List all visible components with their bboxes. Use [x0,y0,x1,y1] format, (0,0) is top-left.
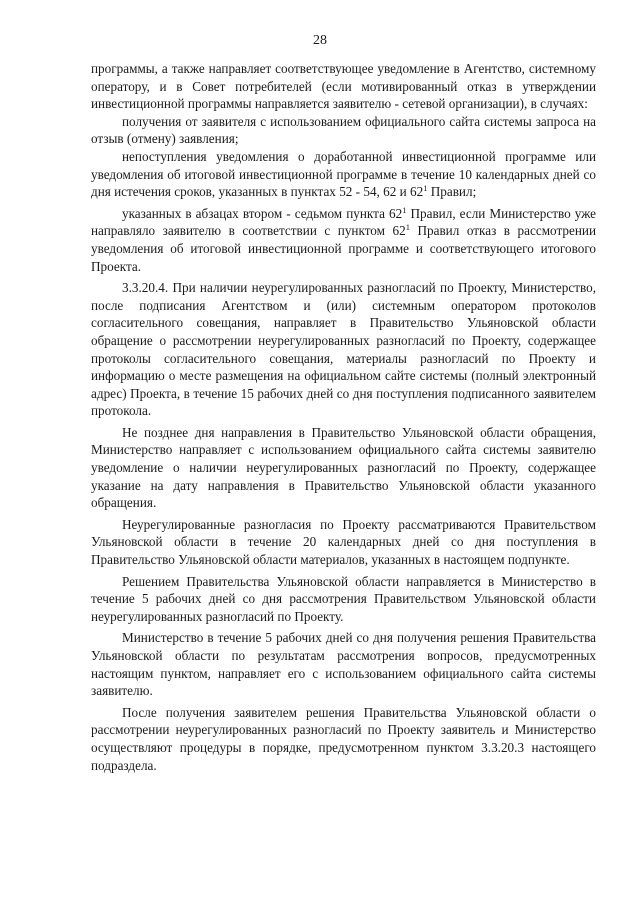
page-number: 28 [313,33,327,48]
paragraph-text: Правил отказ в рассмотрении уведомления об итоговой инвестиционной программе и соответствующего итогового Проекта. [91,223,597,274]
paragraph-case-no-notice [91,148,596,201]
paragraph-decision: Решением Правительства Ульяновской области направляется в Министерство в течение 5 рабочих дней со дня рассмотрения Правительством Ульяновской области неурегулированных разногласий по Проекту. [91,573,596,624]
paragraph-text: Правил, если Министерство уже направляло заявителю в соответствии с пунктом 62 [91,205,596,239]
paragraph-procedures: После получения заявителем решения Правительства Ульяновской области о рассмотрении неурегулированных разногласий по Проекту заявитель и Министерство осуществляют процедуры в порядке, предусмотренном пунктом 3.3.20.3 настоящего подраздела. [91,704,596,773]
paragraph-notification: Не позднее дня направления в Правительство Ульяновской области обращения, Министерство направляет с использованием официального сайта системы заявителю уведомление о наличии неурегулированных разногласий по Проекту, содержащее указание на дату направления в Правительство Ульяновской области указанного обращения. [91,424,596,511]
superscript: 1 [402,204,407,215]
paragraph-text: непоступления уведомления о доработанной инвестиционной программе или уведомления об итоговой инвестиционной программе в течение 10 календарных дней со дня истечения сроков, указанных в пунктах 52 - 54, 62 и 62 [91,148,596,200]
paragraph-text: указанных в абзацах втором - седьмом пункта 62 [122,205,403,221]
paragraph-continuation: программы, а также направляет соответствующее уведомление в Агентство, системному оператору, и в Совет потребителей (если мотивированный отказ в утверждении инвестиционной программы направляется заявителю - сетевой организации), в случаях: [91,61,596,112]
paragraph-consideration: Неурегулированные разногласия по Проекту рассматриваются Правительством Ульяновской области в течение 20 календарных дней со дня поступления в Правительство Ульяновской области материалов, указанных в настоящем подпункте. [91,516,596,568]
paragraph-3-3-20-4: 3.3.20.4. При наличии неурегулированных разногласий по Проекту, Министерство, после подписания Агентством и (или) системным оператором протоколов согласительного совещания, направляет в Правительство Ульяновской области обращение о рассмотрении неурегулированных разногласий по Проекту, содержащее протоколы согласительного совещания, материалы разногласий по Проекту и информацию о месте размещения на официальном сайте системы (полный электронный адрес) Проекта, в течение 15 рабочих дней со дня поступления подписанного заявителем протокола. [91,280,596,419]
paragraph-forwarding: Министерство в течение 5 рабочих дней со дня получения решения Правительства Ульяновской области по результатам рассмотрения вопросов, предусмотренных настоящим пунктом, направляет его с использованием официального сайта системы заявителю. [91,630,596,699]
superscript: 1 [405,222,410,233]
document-body [91,60,596,774]
paragraph-case-withdrawal: получения от заявителя с использованием официального сайта системы запроса на отзыв (отмену) заявления; [91,113,596,147]
superscript: 1 [423,183,428,194]
paragraph-case-refusal [91,205,596,275]
paragraph-text: Правил; [427,184,477,200]
